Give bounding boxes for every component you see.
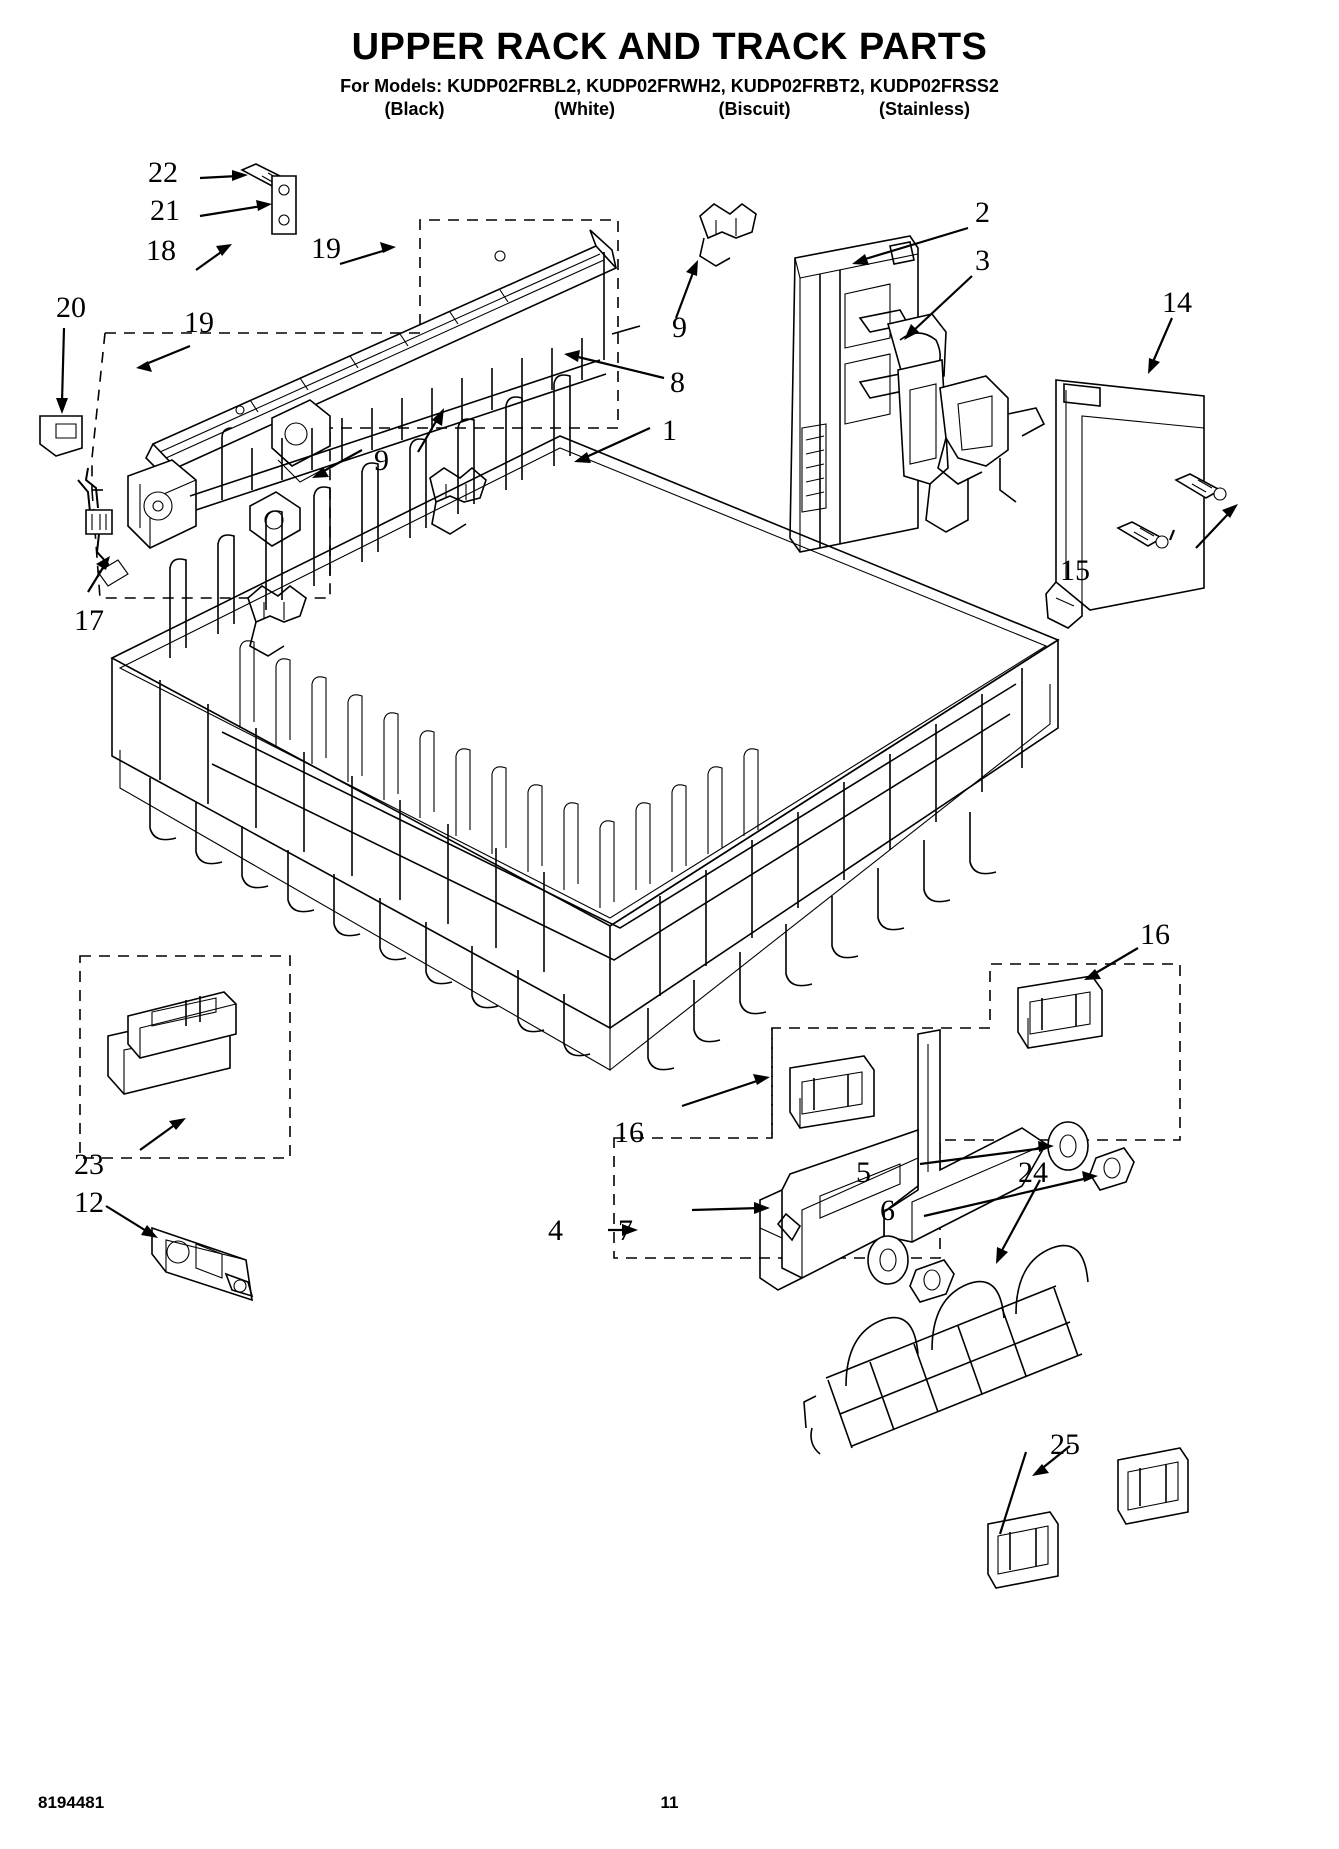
part-23	[108, 992, 236, 1094]
part-12	[152, 1228, 252, 1300]
callout-22: 22	[148, 156, 178, 189]
callout-25: 25	[1050, 1428, 1080, 1461]
callout-1: 1	[662, 414, 677, 447]
callout-7: 7	[618, 1214, 633, 1247]
tine-row-8-part	[190, 252, 640, 510]
callout-18: 18	[146, 234, 176, 267]
callout-3: 3	[975, 244, 990, 277]
callout-19-left: 19	[184, 306, 214, 339]
callout-19-top: 19	[311, 232, 341, 265]
callout-20: 20	[56, 291, 86, 324]
clip-16-part-b	[790, 1056, 874, 1128]
callout-4: 4	[548, 1214, 563, 1247]
callout-21: 21	[150, 194, 180, 227]
clip-9-part-a	[700, 204, 756, 266]
callout-14: 14	[1162, 286, 1192, 319]
callout-9-b: 9	[374, 444, 389, 477]
callout-15: 15	[1060, 554, 1090, 587]
color-legend	[0, 99, 1339, 120]
clip-25-part-a	[1118, 1448, 1188, 1524]
callout-23: 23	[74, 1148, 104, 1181]
callout-24: 24	[1018, 1156, 1048, 1189]
callout-9-a: 9	[672, 311, 687, 344]
callout-16-b: 16	[614, 1116, 644, 1149]
callout-5: 5	[856, 1156, 871, 1189]
callout-12: 12	[74, 1186, 104, 1219]
page-number: 11	[660, 1793, 679, 1812]
clip-25-part-b	[988, 1512, 1058, 1588]
clip-9-part-c	[248, 586, 306, 656]
clip-20-part	[40, 416, 82, 456]
color-stainless: (Stainless)	[878, 99, 971, 119]
color-white: (White)	[554, 99, 615, 119]
panel-14-part	[1046, 380, 1204, 628]
bracket-21-part	[272, 176, 296, 234]
callout-2: 2	[975, 196, 990, 229]
callout-16-a: 16	[1140, 918, 1170, 951]
page-title: UPPER RACK AND TRACK PARTS	[351, 26, 988, 68]
callout-8: 8	[670, 366, 685, 399]
color-biscuit: (Biscuit)	[718, 99, 791, 119]
models-line: For Models: KUDP02FRBL2, KUDP02FRWH2, KUDP02FRBT2, KUDP02FRSS2	[340, 76, 999, 96]
exploded-parts-illustration	[0, 128, 1339, 1748]
clip-16-part-a	[1018, 976, 1102, 1048]
callout-6: 6	[880, 1194, 895, 1227]
color-black: (Black)	[384, 99, 445, 119]
callout-17: 17	[74, 604, 104, 637]
document-number: 8194481	[38, 1793, 105, 1812]
